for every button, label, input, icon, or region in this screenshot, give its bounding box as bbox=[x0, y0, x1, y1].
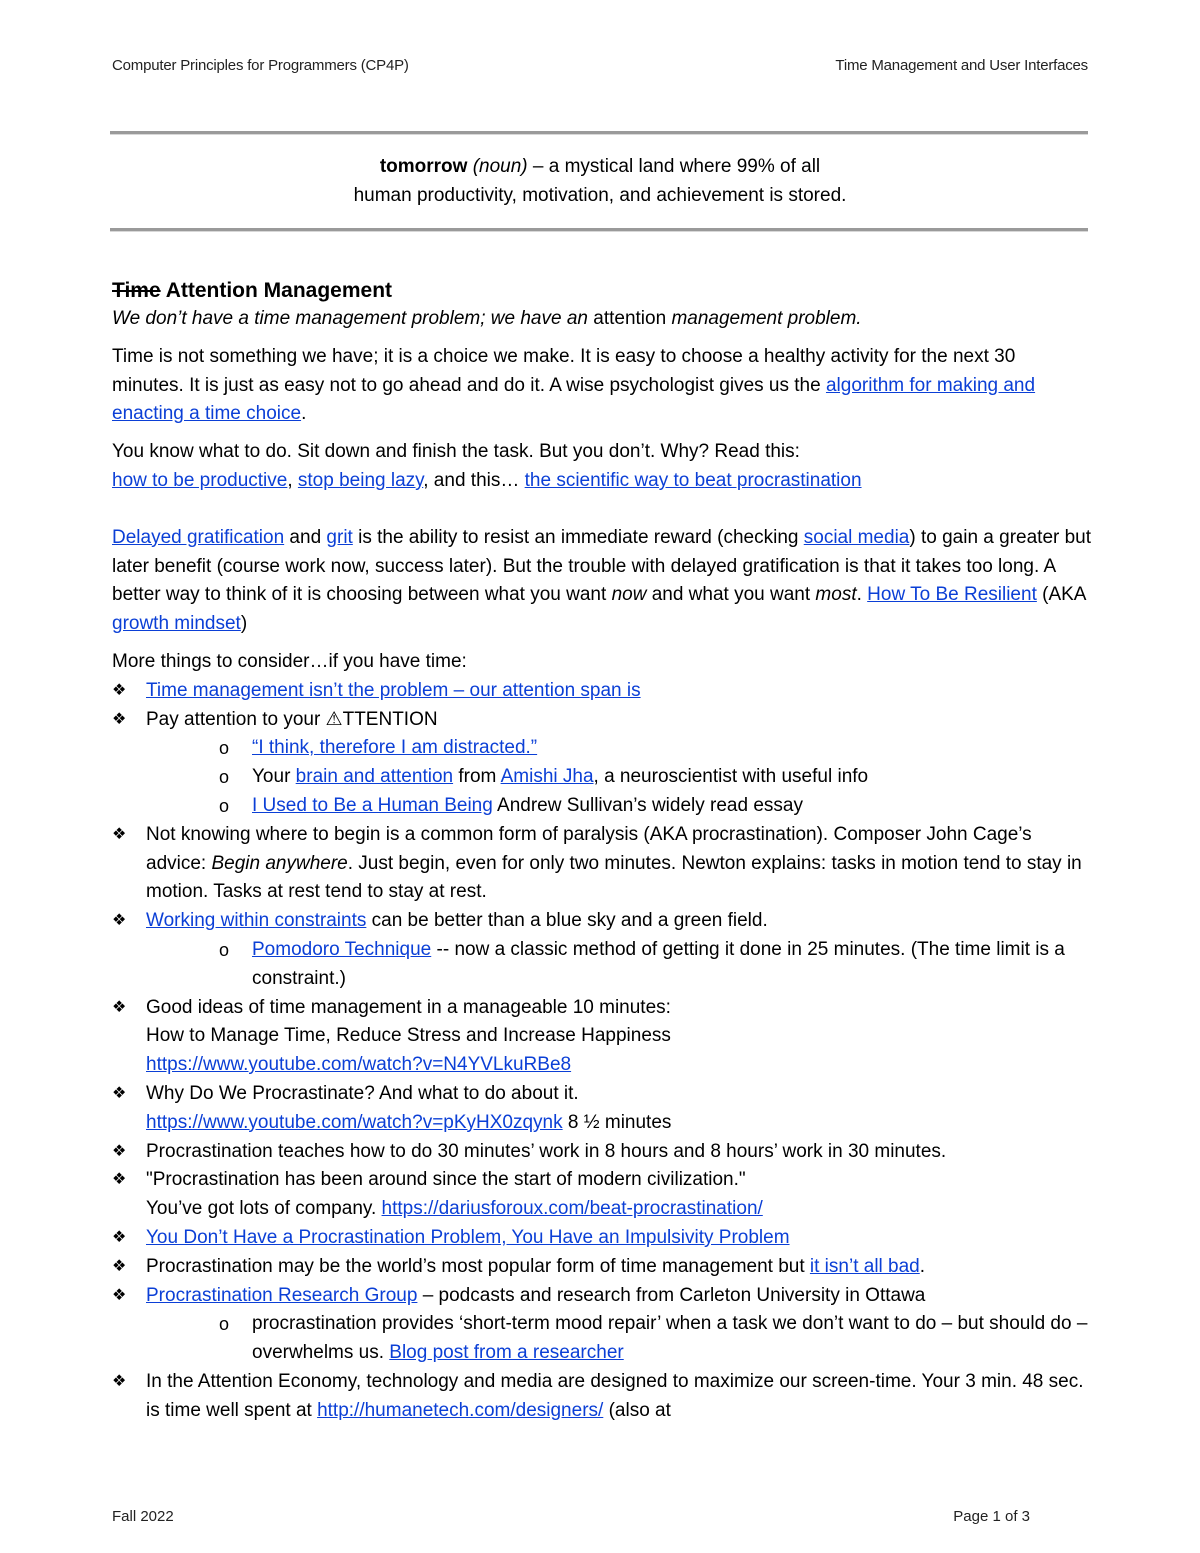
list-item bbox=[112, 994, 1092, 1080]
para3-now: now bbox=[611, 584, 647, 606]
top-rule bbox=[110, 131, 1088, 135]
circle-bullet-icon: o bbox=[219, 939, 230, 960]
paralysis-text: Not knowing where to begin is a common form of paralysis (AKA procrastination). Composer John Cage’s advice: bbox=[146, 823, 1032, 874]
most-popular-text: Procrastination may be the world’s most popular form of time management but bbox=[146, 1255, 810, 1277]
attention-economy-end: (also at bbox=[603, 1399, 671, 1421]
para3-t3: ) to gain a greater but later benefit (course work now, success later). But the trouble with delayed gratification is that it takes too long. A better way to think of it is choosing between what you want bbox=[112, 526, 1092, 606]
diamond-bullet-icon: ❖ bbox=[112, 1372, 127, 1390]
paralysis-text-end: . Just begin, even for only two minutes. Newton explains: tasks in motion tend to stay in motion. Tasks at rest tend to stay at rest. bbox=[146, 852, 1082, 903]
para3-most: most bbox=[815, 584, 857, 606]
link-social-media[interactable]: social media bbox=[803, 526, 910, 548]
footer-term: Fall 2022 bbox=[112, 1508, 174, 1525]
diamond-bullet-icon: ❖ bbox=[112, 998, 127, 1016]
subtitle-part-b: attention bbox=[593, 308, 667, 329]
para3-t2: is the ability to resist an immediate reward (checking bbox=[352, 526, 804, 548]
circle-bullet-icon: o bbox=[219, 767, 230, 788]
list-intro: More things to consider…if you have time: bbox=[112, 650, 467, 672]
bottom-rule bbox=[110, 228, 1088, 232]
link-youtube-manage-time[interactable]: https://www.youtube.com/watch?v=N4YVLkuRBe8 bbox=[146, 1054, 572, 1076]
subtitle-part-a: We don’t have a time management problem; we have an bbox=[112, 308, 594, 329]
link-pomodoro[interactable]: Pomodoro Technique bbox=[252, 938, 432, 960]
link-blog-post[interactable]: Blog post from a researcher bbox=[389, 1342, 624, 1364]
diamond-bullet-icon: ❖ bbox=[112, 912, 127, 930]
list-item bbox=[112, 821, 1092, 907]
section-title-rest: Attention Management bbox=[160, 279, 393, 302]
para2-sep2: , and this… bbox=[423, 469, 525, 491]
link-youtube-procrastinate[interactable]: https://www.youtube.com/watch?v=pKyHX0zqynk bbox=[146, 1111, 563, 1133]
main-content bbox=[112, 276, 1092, 1425]
diamond-bullet-icon: ❖ bbox=[112, 710, 127, 728]
sub-text: , a neuroscientist with useful info bbox=[593, 766, 869, 788]
sub-list-item bbox=[112, 734, 1092, 763]
link-delayed-gratification[interactable]: Delayed gratification bbox=[112, 526, 285, 548]
pomodoro-text: -- now a classic method of getting it done in 25 minutes. (The time limit is a constraint.) bbox=[252, 938, 1065, 989]
link-how-to-be-resilient[interactable]: How To Be Resilient bbox=[867, 584, 1037, 606]
link-attention-span[interactable]: Time management isn’t the problem – our attention span is bbox=[146, 679, 641, 701]
definition-quote bbox=[0, 152, 1200, 210]
begin-anywhere: Begin anywhere bbox=[211, 852, 348, 874]
header-course-title: Computer Principles for Programmers (CP4P) bbox=[112, 57, 409, 74]
link-isnt-all-bad[interactable]: it isn’t all bad bbox=[809, 1255, 920, 1277]
sub-list bbox=[112, 734, 1092, 820]
link-dariusforoux[interactable]: https://dariusforoux.com/beat-procrastination/ bbox=[381, 1198, 763, 1220]
circle-bullet-icon: o bbox=[219, 795, 230, 816]
video2-duration: 8 ½ minutes bbox=[562, 1111, 672, 1133]
link-impulsivity-problem[interactable]: You Don’t Have a Procrastination Problem, You Have an Impulsivity Problem bbox=[146, 1226, 790, 1248]
diamond-bullet-icon: ❖ bbox=[112, 1084, 127, 1102]
research-group-text: – podcasts and research from Carleton University in Ottawa bbox=[417, 1284, 926, 1306]
paragraph-time-choice bbox=[112, 343, 1092, 429]
link-stop-being-lazy[interactable]: stop being lazy bbox=[297, 469, 424, 491]
list-item bbox=[112, 1080, 1092, 1138]
para3-t1: and bbox=[284, 526, 327, 548]
lots-of-company: You’ve got lots of company. bbox=[146, 1198, 382, 1220]
link-grit[interactable]: grit bbox=[326, 526, 353, 548]
list-item bbox=[112, 907, 1092, 993]
para1-text: Time is not something we have; it is a choice we make. It is easy to choose a healthy activity for the next 30 minutes. It is just as easy not to go ahead and do it. A wise psychologist gives us the bbox=[112, 345, 1016, 396]
footer-page-number: Page 1 of 3 bbox=[953, 1508, 1030, 1525]
struck-word: Time bbox=[112, 279, 161, 302]
diamond-bullet-icon: ❖ bbox=[112, 681, 127, 699]
list-item bbox=[112, 677, 1092, 706]
sub-list bbox=[112, 936, 1092, 994]
link-growth-mindset[interactable]: growth mindset bbox=[112, 613, 241, 635]
video1-title: How to Manage Time, Reduce Stress and Increase Happiness bbox=[146, 1025, 671, 1047]
sub-list bbox=[112, 1310, 1092, 1368]
link-humanetech[interactable]: http://humanetech.com/designers/ bbox=[317, 1399, 604, 1421]
para3-t6: (AKA bbox=[1036, 584, 1086, 606]
subtitle-part-c: management problem. bbox=[666, 308, 862, 329]
quote-term: tomorrow bbox=[379, 156, 468, 177]
procrastination-quote: "Procrastination has been around since the start of modern civilization." bbox=[146, 1169, 746, 1191]
paragraph-delayed-gratification bbox=[112, 524, 1092, 639]
quote-line-1 bbox=[0, 152, 1200, 181]
header-topic-title: Time Management and User Interfaces bbox=[835, 57, 1088, 74]
diamond-bullet-icon: ❖ bbox=[112, 1142, 127, 1160]
list-item bbox=[112, 1138, 1092, 1167]
sub-list-item bbox=[112, 792, 1092, 821]
quote-line1-rest: – a mystical land where 99% of all bbox=[527, 156, 821, 177]
link-research-group[interactable]: Procrastination Research Group bbox=[146, 1284, 418, 1306]
diamond-bullet-icon: ❖ bbox=[112, 825, 127, 843]
diamond-bullet-icon: ❖ bbox=[112, 1171, 127, 1189]
link-amishi-jha[interactable]: Amishi Jha bbox=[500, 766, 594, 788]
mood-repair-text: procrastination provides ‘short-term mood repair’ when a task we don’t want to do – but should do – overwhelms us. bbox=[252, 1313, 1088, 1364]
list-item bbox=[112, 1282, 1092, 1368]
link-human-being[interactable]: I Used to Be a Human Being bbox=[252, 794, 493, 816]
diamond-bullet-icon: ❖ bbox=[112, 1228, 127, 1246]
attention-economy-text: In the Attention Economy, technology and media are designed to maximize our screen-time. Your 3 min. 48 sec. is time well spent at bbox=[146, 1370, 1084, 1421]
para3-t7: ) bbox=[240, 613, 248, 635]
para3-t5: . bbox=[856, 584, 868, 606]
considerations-list bbox=[112, 677, 1092, 1426]
link-how-to-be-productive[interactable]: how to be productive bbox=[112, 469, 288, 491]
pay-attention-text: Pay attention to your ⚠TTENTION bbox=[146, 708, 438, 730]
quote-line-2: human productivity, motivation, and achievement is stored. bbox=[353, 185, 847, 206]
most-popular-end: . bbox=[919, 1255, 926, 1277]
link-i-think-distracted[interactable]: “I think, therefore I am distracted.” bbox=[252, 737, 538, 759]
diamond-bullet-icon: ❖ bbox=[112, 1286, 127, 1304]
constraints-text: can be better than a blue sky and a green field. bbox=[366, 910, 768, 932]
video2-title: Why Do We Procrastinate? And what to do about it. bbox=[146, 1082, 579, 1104]
list-item bbox=[112, 1166, 1092, 1224]
procrastination-teaches: Procrastination teaches how to do 30 minutes’ work in 8 hours and 8 hours’ work in 30 minutes. bbox=[146, 1140, 947, 1162]
section-subtitle bbox=[112, 305, 1092, 334]
list-item bbox=[112, 1368, 1092, 1426]
para2-line1: You know what to do. Sit down and finish the task. But you don’t. Why? Read this: bbox=[112, 441, 800, 463]
link-working-within-constraints[interactable]: Working within constraints bbox=[146, 910, 367, 932]
link-scientific-way[interactable]: the scientific way to beat procrastination bbox=[524, 469, 862, 491]
link-brain-and-attention[interactable]: brain and attention bbox=[295, 766, 454, 788]
list-item bbox=[112, 706, 1092, 821]
video1-intro: Good ideas of time management in a manageable 10 minutes: bbox=[146, 996, 671, 1018]
list-item bbox=[112, 1224, 1092, 1253]
section-title bbox=[112, 276, 1092, 305]
circle-bullet-icon: o bbox=[219, 738, 230, 759]
sub-text: Andrew Sullivan’s widely read essay bbox=[492, 794, 803, 816]
sub-text: Your bbox=[252, 766, 296, 788]
link-algorithm[interactable]: algorithm for making and enacting a time choice bbox=[112, 374, 1036, 425]
para2-sep1: , bbox=[287, 469, 298, 491]
diamond-bullet-icon: ❖ bbox=[112, 1257, 127, 1275]
list-item bbox=[112, 1253, 1092, 1282]
para3-t4: and what you want bbox=[646, 584, 816, 606]
paragraph-read-this bbox=[112, 438, 1092, 496]
sub-text: from bbox=[453, 766, 501, 788]
sub-list-item bbox=[112, 936, 1092, 994]
para1-end: . bbox=[301, 403, 307, 425]
sub-list-item bbox=[112, 763, 1092, 792]
quote-pos: (noun) bbox=[472, 156, 528, 177]
circle-bullet-icon: o bbox=[219, 1314, 230, 1335]
sub-list-item bbox=[112, 1310, 1092, 1368]
